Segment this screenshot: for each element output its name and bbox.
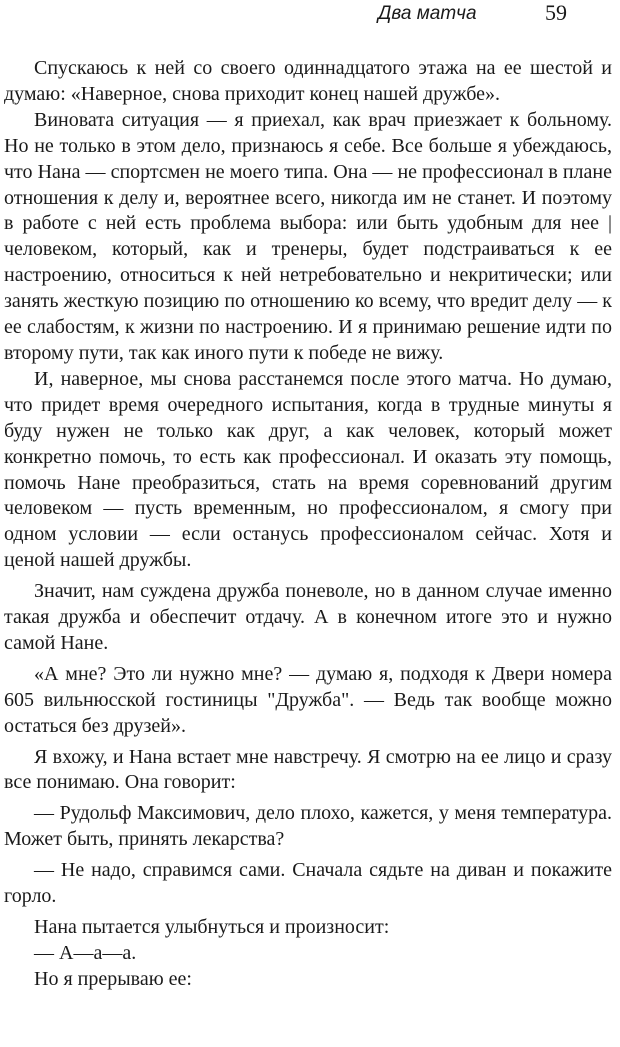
paragraph: Значит, нам суждена дружба поневоле, но в данном случае именно такая дружба и обеспечит отдачу. А в конечном итоге это и нужно самой Нане. (4, 580, 612, 654)
page-number: 59 (545, 0, 567, 25)
paragraph: И, наверное, мы снова расстанемся после этого матча. Но думаю, что придет время очередного испытания, когда в трудные минуты я буду нужен не только как друг, а как человек, который может конкретно помочь, то есть как профессионал. И оказать эту помощь, помочь Нане преобразиться, стать на время соревнований другим человеком — пусть временным, но профессионалом, я смогу при одном условии — если останусь профессионалом сейчас. Хотя и ценой нашей дружбы. (4, 367, 612, 572)
paragraph: — Рудольф Максимович, дело плохо, кажется, у меня температура. Может быть, принять лекарства? (4, 802, 612, 851)
paragraph: — Не надо, справимся сами. Сначала сядьте на диван и покажите горло. (4, 859, 612, 908)
running-head (0, 2, 620, 30)
paragraph: Спускаюсь к ней со своего одиннадцатого этажа на ее шестой и думаю: «Наверное, снова приходит конец нашей дружбе». (4, 57, 612, 105)
running-title: Два матча (378, 3, 477, 24)
paragraph: Но я прерываю ее: (34, 967, 192, 990)
paragraph: «А мне? Это ли нужно мне? — думаю я, подходя к Двери номера 605 вильнюсской гостиницы "Дружба". — Ведь так вообще можно остаться без друзей». (4, 662, 612, 737)
paragraph: Нана пытается улыбнуться и произносит: (34, 916, 390, 938)
body-text (4, 56, 612, 993)
paragraph: Я вхожу, и Нана встает мне навстречу. Я смотрю на ее лицо и сразу все понимаю. Она говорит: (4, 745, 612, 794)
paragraph: — А—а—а. (34, 941, 137, 964)
paragraph: Виновата ситуация — я приехал, как врач приезжает к больному. Но не только в этом дело, признаюсь я себе. Все больше я убеждаюсь, что Нана — спортсмен не моего типа. Она — не профессионал в плане отношения к делу и, вероятнее всего, никогда им не станет. И поэтому в работе с ней есть проблема выбора: или быть удобным для нее | человеком, который, как и тренеры, будет подстраиваться к ее настроению, относиться к ней нетребовательно и некритически; или занять жесткую позицию по отношению ко всему, что вредит делу — к ее слабостям, к жизни по настроению. И я принимаю решение идти по второму пути, так как иного пути к победе не вижу. (4, 108, 612, 364)
